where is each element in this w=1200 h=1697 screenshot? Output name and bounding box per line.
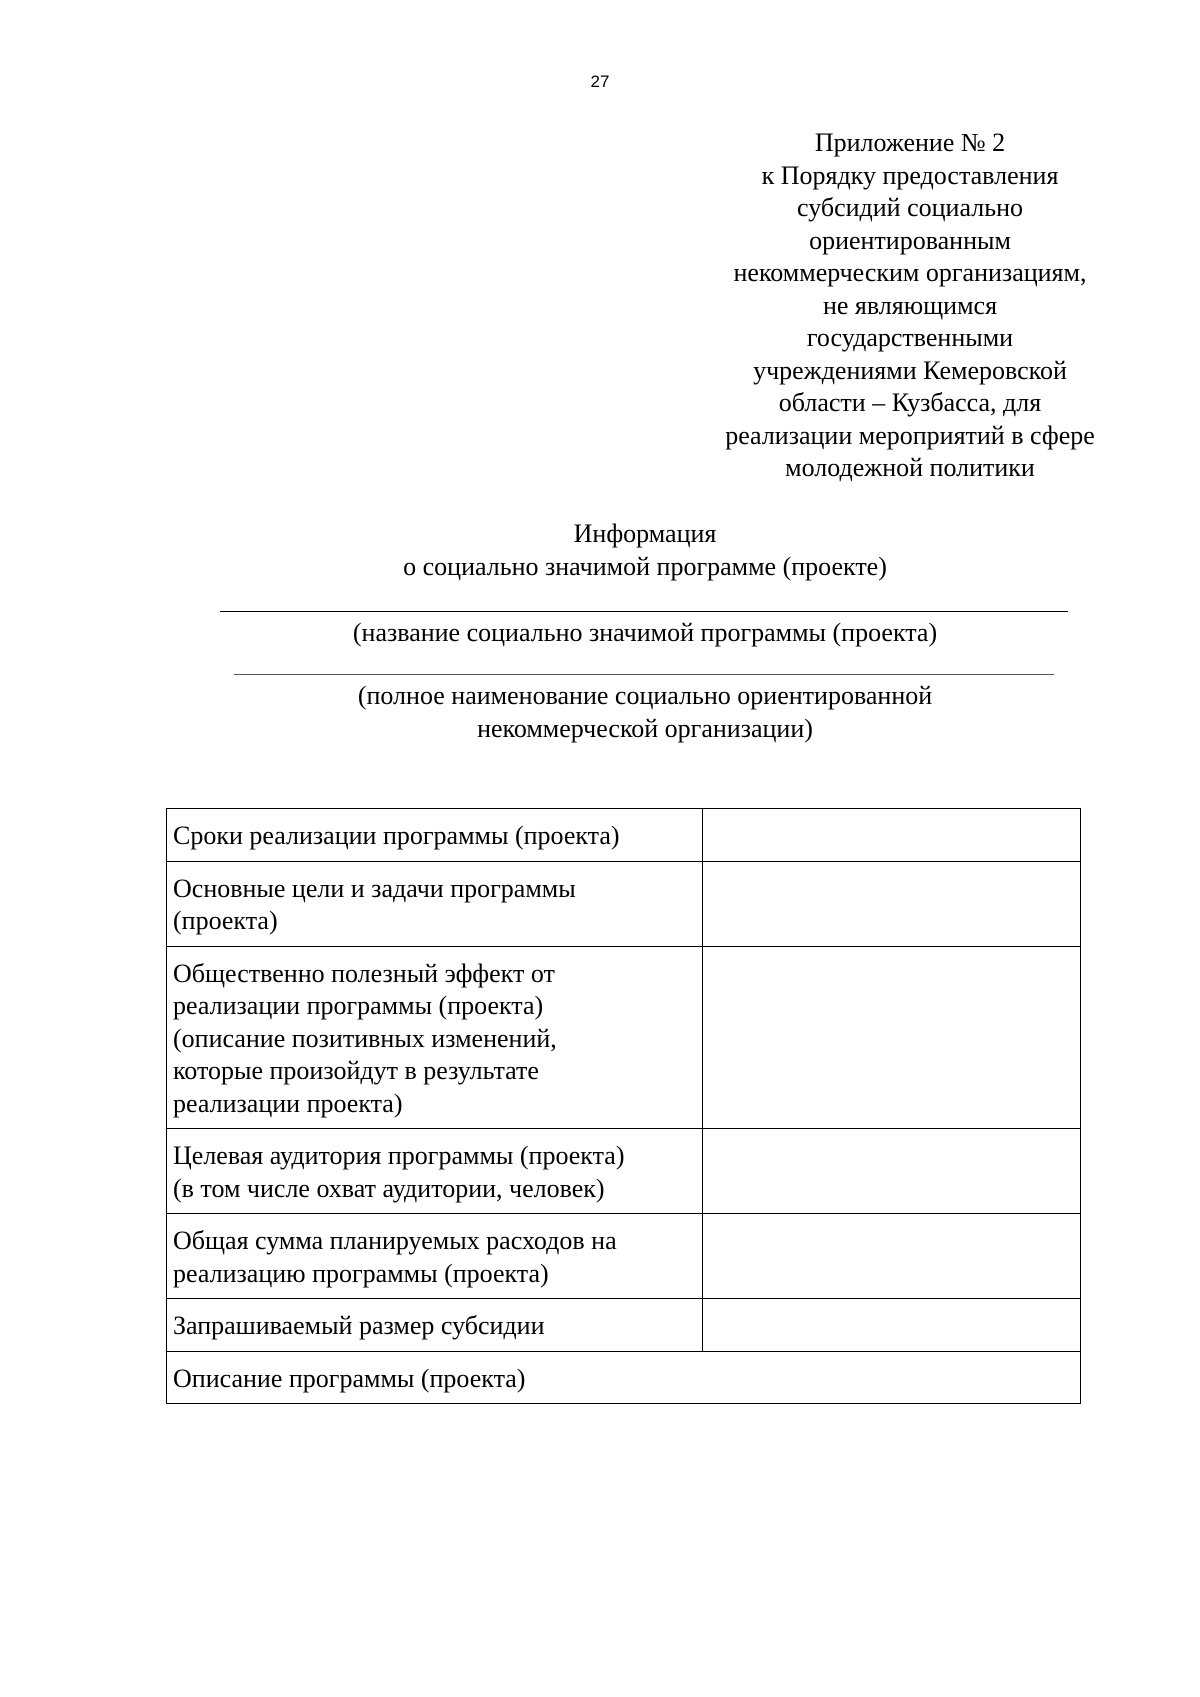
row-label-line: Основные цели и задачи программы: [173, 873, 576, 903]
row-label-line: (описание позитивных изменений,: [173, 1023, 557, 1053]
row-label: [167, 1129, 703, 1214]
row-value-cell[interactable]: [702, 1129, 1080, 1214]
page-number: 27: [590, 72, 610, 91]
row-label-line: которые произойдут в результате: [173, 1056, 539, 1085]
document-heading: [0, 518, 1200, 583]
row-label-line: (проекта): [173, 906, 278, 935]
row-value-cell[interactable]: [702, 809, 1080, 862]
appendix-line: государственными: [806, 323, 1014, 352]
table-row: [167, 946, 1081, 1129]
row-label: [167, 1214, 703, 1299]
row-label-line: реализации программы (проекта): [173, 991, 544, 1020]
organization-caption-line: некоммерческой организации): [477, 713, 813, 743]
program-name-caption: (название социально значимой программы (проекта): [352, 618, 938, 647]
appendix-line: субсидий социально: [797, 193, 1023, 222]
program-name-caption-block: [0, 617, 1200, 650]
document-subtitle: о социально значимой программе (проекте): [403, 551, 887, 581]
row-label-line: реализации проекта): [173, 1088, 403, 1118]
row-value-cell[interactable]: [702, 946, 1080, 1129]
row-value-cell[interactable]: [702, 861, 1080, 946]
row-label: [167, 809, 703, 862]
row-label-line: реализацию программы (проекта): [173, 1258, 549, 1288]
row-value-cell[interactable]: [702, 1299, 1080, 1352]
row-label-line: Общественно полезный эффект от: [173, 958, 555, 988]
appendix-line: к Порядку предоставления: [761, 160, 1059, 190]
appendix-line: некоммерческим организациям,: [733, 258, 1087, 287]
appendix-reference-block: [700, 127, 1120, 485]
appendix-line: реализации мероприятий в сфере: [725, 420, 1095, 450]
description-row-label[interactable]: [167, 1351, 1081, 1404]
row-label-line: Сроки реализации программы (проекта): [173, 821, 620, 850]
table-row: [167, 1299, 1081, 1352]
table-row-description: [167, 1351, 1081, 1404]
row-label: [167, 946, 703, 1129]
appendix-line: ориентированным: [809, 225, 1011, 255]
organization-name-fill-line: [234, 674, 1054, 675]
description-label: Описание программы (проекта): [173, 1363, 526, 1393]
organization-caption-block: [0, 680, 1200, 745]
row-label: [167, 1299, 703, 1352]
appendix-line: области – Кузбасса, для: [778, 388, 1042, 417]
row-label: [167, 861, 703, 946]
table-row: [167, 1214, 1081, 1299]
appendix-line: Приложение № 2: [814, 128, 1006, 157]
row-value-cell[interactable]: [702, 1214, 1080, 1299]
organization-caption-line: (полное наименование социально ориентированной: [357, 681, 933, 710]
appendix-line: учреждениями Кемеровской: [753, 355, 1067, 385]
table-row: [167, 1129, 1081, 1214]
table-row: [167, 809, 1081, 862]
appendix-line: не являющимся: [822, 290, 998, 320]
document-title: Информация: [573, 519, 717, 548]
row-label-line: Целевая аудитория программы (проекта): [173, 1141, 625, 1170]
row-label-line: Запрашиваемый размер субсидии: [173, 1311, 545, 1340]
program-info-table: [166, 808, 1081, 1404]
row-label-line: (в том числе охват аудитории, человек): [173, 1173, 605, 1203]
row-label-line: Общая сумма планируемых расходов на: [173, 1226, 617, 1255]
appendix-line: молодежной политики: [785, 453, 1035, 482]
table-row: [167, 861, 1081, 946]
program-name-fill-line: [220, 611, 1068, 612]
